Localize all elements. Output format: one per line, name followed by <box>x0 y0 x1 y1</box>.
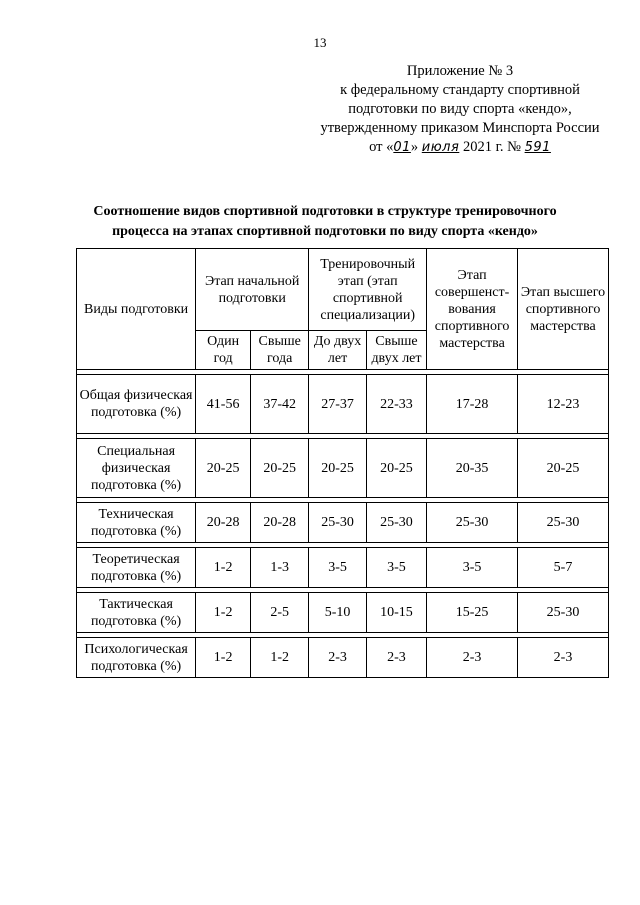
cell-value: 10-15 <box>366 593 426 633</box>
date-mid: » <box>410 139 422 155</box>
cell-value: 2-3 <box>309 638 367 678</box>
cell-value: 1-2 <box>196 638 251 678</box>
title-line-1: Соотношение видов спортивной подготовки в структуре тренировочного <box>93 204 557 219</box>
cell-value: 5-7 <box>518 548 609 588</box>
date-prefix: от « <box>369 139 394 155</box>
date-day: 01 <box>393 140 411 155</box>
cell-value: 1-3 <box>251 548 309 588</box>
cell-value: 3-5 <box>309 548 367 588</box>
row-kind: Психологическая подготовка (%) <box>77 638 196 678</box>
table-row <box>77 375 609 434</box>
cell-value: 37-42 <box>251 375 309 434</box>
table-header-row <box>77 249 609 331</box>
cell-value: 25-30 <box>427 503 518 543</box>
cell-value: 1-2 <box>196 593 251 633</box>
order-number: 591 <box>524 140 551 155</box>
cell-value: 20-28 <box>196 503 251 543</box>
cell-value: 20-35 <box>427 439 518 498</box>
page-number: 13 <box>313 35 327 50</box>
date-year: 2021 г. № <box>459 139 525 155</box>
header-kinds: Виды подготовки <box>77 249 196 370</box>
subheader-one-year: Один год <box>196 331 251 370</box>
cell-value: 20-28 <box>251 503 309 543</box>
cell-value: 20-25 <box>518 439 609 498</box>
cell-value: 20-25 <box>309 439 367 498</box>
cell-value: 2-3 <box>427 638 518 678</box>
cell-value: 12-23 <box>518 375 609 434</box>
cell-value: 25-30 <box>309 503 367 543</box>
header-stage-training: Тренировочный этап (этап спортивной специализации) <box>309 249 427 331</box>
cell-value: 17-28 <box>427 375 518 434</box>
row-kind: Теоретическая подготовка (%) <box>77 548 196 588</box>
row-kind: Общая физическая подготовка (%) <box>77 375 196 434</box>
appendix-standard-line: к федеральному стандарту спортивной <box>340 82 580 98</box>
row-kind: Специальная физическая подготовка (%) <box>77 439 196 498</box>
row-kind: Техническая подготовка (%) <box>77 503 196 543</box>
table-row <box>77 548 609 588</box>
cell-value: 20-25 <box>196 439 251 498</box>
subheader-over-two-years: Свыше двух лет <box>366 331 426 370</box>
cell-value: 20-25 <box>366 439 426 498</box>
cell-value: 15-25 <box>427 593 518 633</box>
cell-value: 3-5 <box>427 548 518 588</box>
appendix-sport-line: подготовки по виду спорта «кендо», <box>348 101 572 117</box>
subheader-up-to-two-years: До двух лет <box>309 331 367 370</box>
cell-value: 2-5 <box>251 593 309 633</box>
subheader-over-year: Свыше года <box>251 331 309 370</box>
header-stage-highest: Этап высшего спортивного мастерства <box>518 249 609 370</box>
table-row <box>77 638 609 678</box>
cell-value: 3-5 <box>366 548 426 588</box>
cell-value: 2-3 <box>518 638 609 678</box>
cell-value: 25-30 <box>518 503 609 543</box>
cell-value: 22-33 <box>366 375 426 434</box>
table-row <box>77 503 609 543</box>
row-kind: Тактическая подготовка (%) <box>77 593 196 633</box>
cell-value: 1-2 <box>251 638 309 678</box>
cell-value: 25-30 <box>518 593 609 633</box>
cell-value: 2-3 <box>366 638 426 678</box>
appendix-block <box>310 62 610 157</box>
appendix-date-line <box>310 138 610 157</box>
cell-value: 5-10 <box>309 593 367 633</box>
training-ratio-table <box>76 248 609 678</box>
header-stage-improvement: Этап совершенст-вования спортивного мастерства <box>427 249 518 370</box>
cell-value: 27-37 <box>309 375 367 434</box>
cell-value: 1-2 <box>196 548 251 588</box>
table-row <box>77 593 609 633</box>
title-line-2: процесса на этапах спортивной подготовки по виду спорта «кендо» <box>112 224 538 239</box>
cell-value: 41-56 <box>196 375 251 434</box>
table-row <box>77 439 609 498</box>
cell-value: 20-25 <box>251 439 309 498</box>
document-title <box>40 202 610 242</box>
cell-value: 25-30 <box>366 503 426 543</box>
appendix-order-line: утвержденному приказом Минспорта России <box>320 120 600 136</box>
header-stage-initial: Этап начальной подготовки <box>196 249 309 331</box>
appendix-number: Приложение № 3 <box>406 63 514 79</box>
date-month: июля <box>421 140 460 155</box>
